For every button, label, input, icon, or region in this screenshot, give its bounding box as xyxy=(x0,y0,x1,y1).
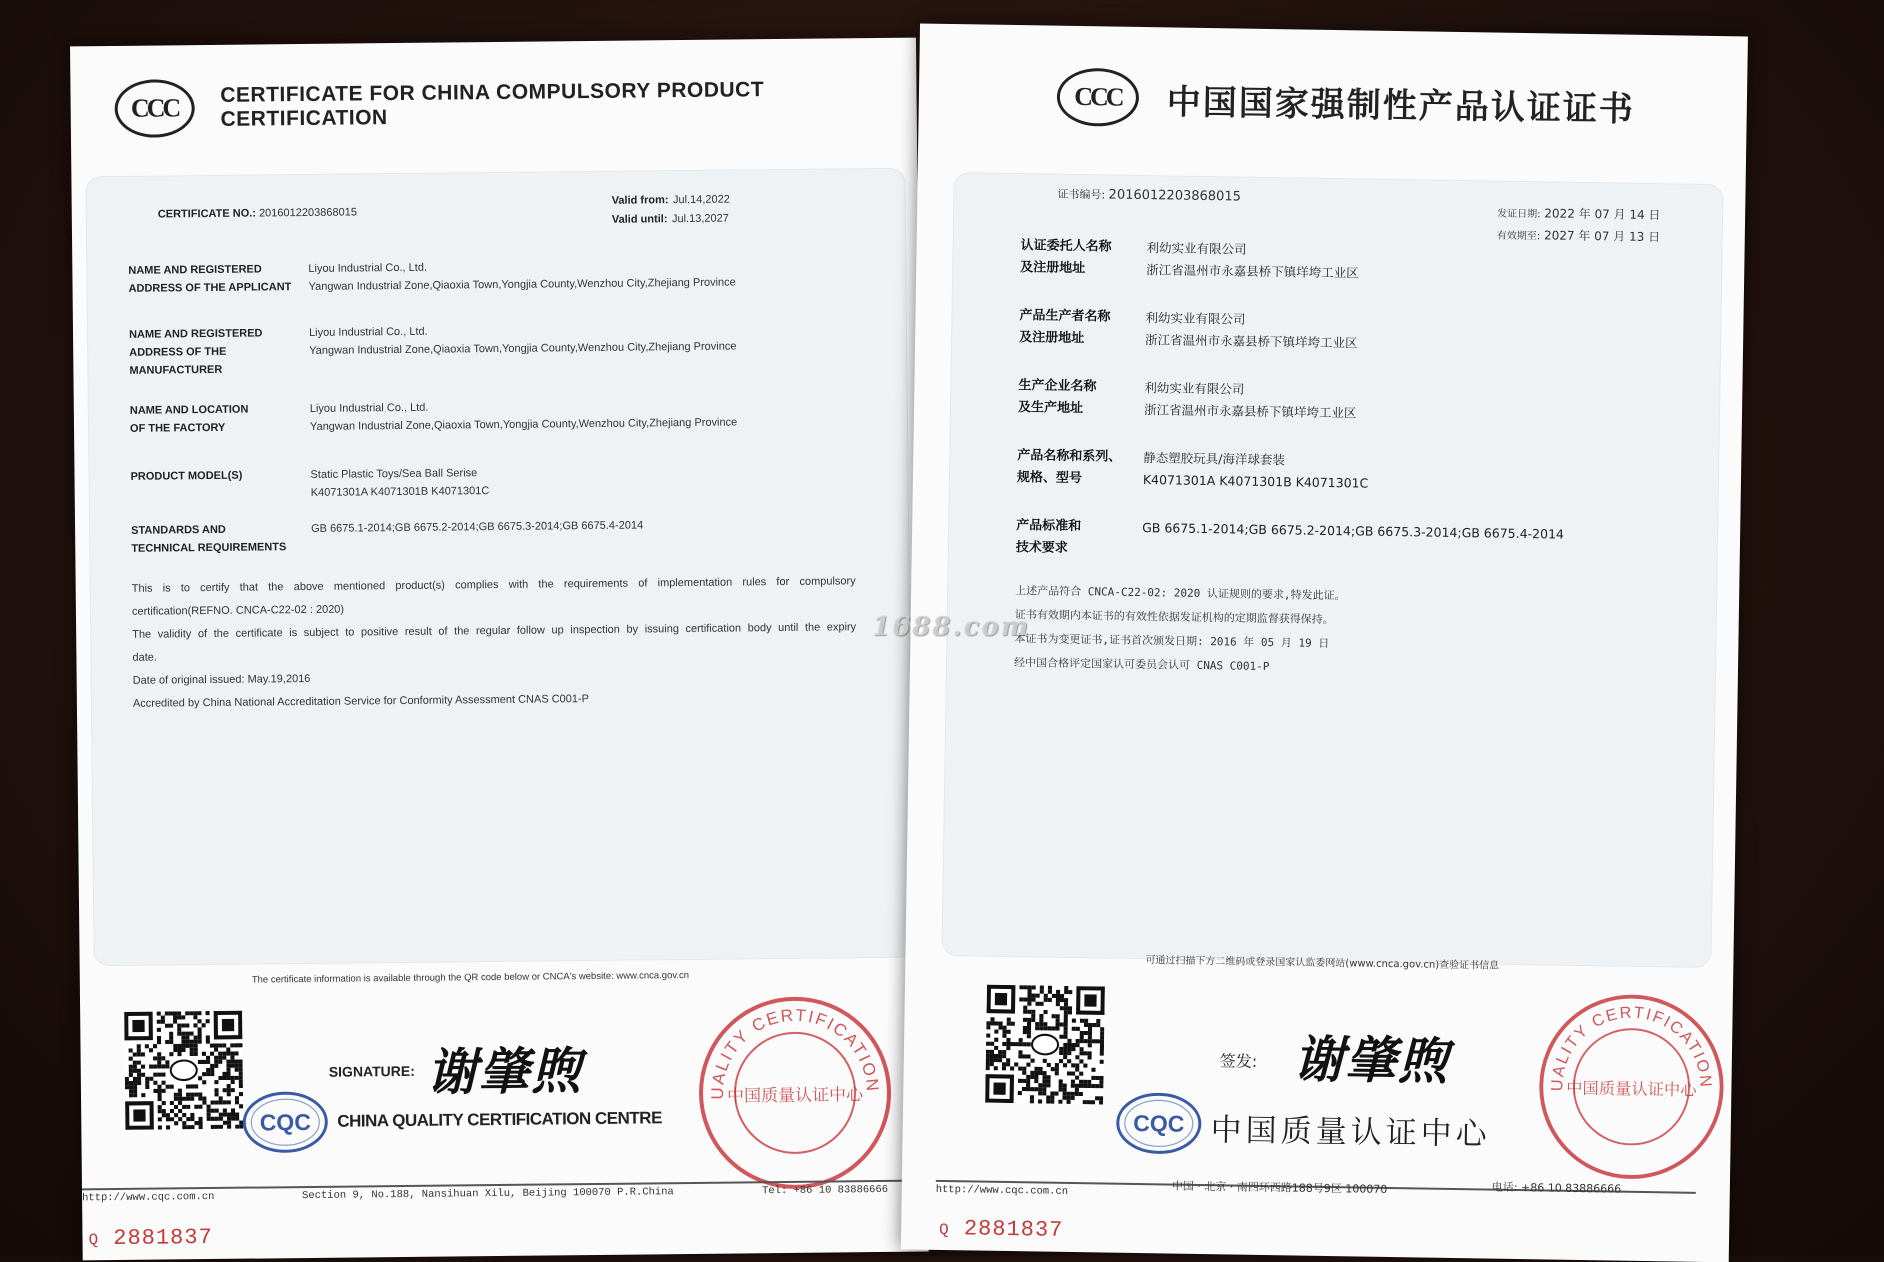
certification-statement xyxy=(132,570,857,716)
footer-url: http://www.cqc.com.cn xyxy=(935,1183,1069,1198)
qr-code-icon xyxy=(985,985,1105,1105)
certificate-english xyxy=(70,38,929,1261)
footer-tel: 电话: +86 10 83886666 xyxy=(1491,1180,1622,1196)
stamp-inner-text: 中国质量认证中心 xyxy=(726,1085,864,1107)
expiry-date-label: 有效期至: xyxy=(1496,230,1541,243)
label-line: STANDARDS AND xyxy=(131,523,226,537)
label-line: ADDRESS OF THE xyxy=(129,345,227,359)
label-line: ADDRESS OF THE APPLICANT xyxy=(128,281,292,295)
cert-no-value: 2016012203868015 xyxy=(258,206,357,220)
factory-label xyxy=(130,400,300,438)
cqc-logo-text: CQC xyxy=(259,1108,311,1136)
label-line: MANUFACTURER xyxy=(129,363,223,377)
certificate-panel xyxy=(941,172,1723,968)
signature-label: 签发: xyxy=(1219,1051,1258,1071)
factory-label xyxy=(1018,375,1149,421)
serial-prefix: Q xyxy=(938,1220,950,1240)
label-line: TECHNICAL REQUIREMENTS xyxy=(131,541,287,555)
label-line: 生产企业名称 xyxy=(1018,378,1097,395)
certificate-chinese xyxy=(901,23,1748,1262)
value-line: 利幼实业有限公司 xyxy=(1146,240,1247,257)
manufacturer-label xyxy=(129,324,300,380)
serial-number xyxy=(939,1216,1064,1243)
cert-no-value: 2016012203868015 xyxy=(1108,187,1242,205)
expiry-date-value: 2027 年 07 月 13 日 xyxy=(1543,228,1661,245)
site-watermark: 1688.com xyxy=(872,612,1031,642)
footer-url: http://www.cqc.com.cn xyxy=(82,1190,215,1205)
footer-address: Section 9, No.188, Nansihuan Xilu, Beijing 100070 P.R.China xyxy=(302,1186,674,1203)
header xyxy=(114,72,917,138)
footer-address: 中国 · 北京 · 南四环西路188号9区 100070 xyxy=(1171,1179,1388,1196)
valid-from-value: Jul.14,2022 xyxy=(672,193,730,207)
standards-label xyxy=(131,520,301,558)
statement-line: certification(REFNO. CNCA-C22-02 : 2020) xyxy=(131,603,345,618)
serial-prefix: Q xyxy=(88,1231,100,1250)
qr-note: 可通过扫描下方二维码或登录国家认监委网站(www.cnca.gov.cn)查验证书信息 xyxy=(1145,955,1500,972)
standards-label xyxy=(1016,515,1147,561)
product-model-label xyxy=(1017,445,1148,491)
label-line: 及注册地址 xyxy=(1020,260,1086,277)
value-line: 利幼实业有限公司 xyxy=(1145,310,1246,327)
label-line: 规格、型号 xyxy=(1016,470,1083,487)
certificate-title: 中国国家强制性产品认证证书 xyxy=(1166,81,1636,130)
value-line: 浙江省温州市永嘉县桥下镇垟垮工业区 xyxy=(1143,402,1357,421)
applicant-value xyxy=(308,254,868,296)
statement-line: 经中国合格评定国家认可委员会认可 CNAS C001-P xyxy=(1013,656,1270,674)
org-name: CHINA QUALITY CERTIFICATION CENTRE xyxy=(337,1108,662,1131)
value-line: Static Plastic Toys/Sea Ball Serise xyxy=(310,467,478,481)
serial-value: 2881837 xyxy=(963,1216,1064,1243)
signature: 谢肇煦 xyxy=(1293,1029,1451,1091)
label-line: 及注册地址 xyxy=(1019,330,1085,347)
value-line: GB 6675.1-2014;GB 6675.2-2014;GB 6675.3-2014;GB 6675.4-2014 xyxy=(1142,520,1565,542)
statement-line: 上述产品符合 CNCA-C22-02: 2020 认证规则的要求,特发此证。 xyxy=(1015,584,1346,603)
official-stamp xyxy=(696,994,894,1197)
cqc-logo-icon xyxy=(1114,1091,1203,1156)
svg-text:CHINA QUALITY CERTIFICATION CE xyxy=(1536,991,1716,1093)
cert-no-label: CERTIFICATE NO.: xyxy=(157,207,257,221)
applicant-value xyxy=(1146,237,1667,289)
certificate-title: CERTIFICATE FOR CHINA COMPULSORY PRODUCT CERTIFICATION xyxy=(220,78,765,131)
applicant-label xyxy=(128,260,298,298)
cqc-logo-text: CQC xyxy=(1133,1109,1185,1137)
value-line: K4071301A K4071301B K4071301C xyxy=(310,485,490,499)
label-line: 产品生产者名称 xyxy=(1019,308,1111,325)
label-line: 产品名称和系列、 xyxy=(1017,448,1122,465)
stamp-icon xyxy=(1536,991,1727,1182)
stamp-outer-text: QUALITY CERTIFICATION xyxy=(707,1005,883,1100)
stamp-icon xyxy=(696,994,894,1192)
value-line: 浙江省温州市永嘉县桥下镇垟垮工业区 xyxy=(1146,262,1359,281)
stamp-inner-text: 中国质量认证中心 xyxy=(1566,1078,1697,1100)
value-line: Yangwan Industrial Zone,Qiaoxia Town,Yongjia County,Wenzhou City,Zhejiang Province xyxy=(309,340,737,357)
label-line: NAME AND REGISTERED xyxy=(128,263,262,277)
valid-until-value: Jul.13,2027 xyxy=(671,212,729,226)
value-line: Liyou Industrial Co., Ltd. xyxy=(308,261,428,275)
validity-block xyxy=(612,190,731,229)
cert-no-label: 证书编号: xyxy=(1057,187,1106,202)
value-line: K4071301A K4071301B K4071301C xyxy=(1142,472,1369,491)
label-line: 及生产地址 xyxy=(1017,400,1084,417)
label-line: PRODUCT MODEL(S) xyxy=(130,469,243,483)
value-line: 浙江省温州市永嘉县桥下镇垟垮工业区 xyxy=(1144,332,1358,351)
serial-number xyxy=(88,1225,212,1251)
product-model-label xyxy=(130,466,300,486)
stamp-outer-text: QUALITY CERTIFICATION xyxy=(1548,1003,1715,1092)
valid-from-label: Valid from: xyxy=(611,194,669,207)
valid-until-label: Valid until: xyxy=(611,213,668,226)
certification-statement xyxy=(1014,579,1615,684)
footer-tel: Tel: +86 10 83886666 xyxy=(761,1183,889,1198)
value-line: GB 6675.1-2014;GB 6675.2-2014;GB 6675.3-2014;GB 6675.4-2014 xyxy=(311,519,644,535)
statement-line: 证书有效期内本证书的有效性依据发证机构的定期监督获得保持。 xyxy=(1014,608,1334,627)
product-model-value xyxy=(310,460,870,502)
issue-date-label: 发证日期: xyxy=(1497,208,1541,221)
value-line: Yangwan Industrial Zone,Qiaoxia Town,Yongjia County,Wenzhou City,Zhejiang Province xyxy=(308,276,736,293)
cert-no-row xyxy=(1057,186,1241,205)
value-line: Liyou Industrial Co., Ltd. xyxy=(308,325,428,339)
value-line: 静态塑胶玩具/海洋球套装 xyxy=(1143,450,1286,468)
statement-line: The validity of the certificate is subject to positive result of the regular follow up inspection by issuing certification body until the expiry xyxy=(132,621,857,641)
official-stamp xyxy=(1536,991,1727,1187)
ccc-logo-icon: CCC xyxy=(1056,68,1139,127)
value-line: Yangwan Industrial Zone,Qiaoxia Town,Yongjia County,Wenzhou City,Zhejiang Province xyxy=(309,416,738,433)
signature: 谢肇煦 xyxy=(426,1041,584,1102)
factory-value xyxy=(1144,377,1665,429)
serial-value: 2881837 xyxy=(113,1225,213,1252)
value-line: Liyou Industrial Co., Ltd. xyxy=(309,401,429,415)
label-line: OF THE FACTORY xyxy=(129,421,226,435)
qr-code[interactable] xyxy=(985,985,1105,1105)
cqc-logo xyxy=(241,1090,330,1160)
header xyxy=(1056,68,1635,135)
cqc-logo-icon xyxy=(241,1090,330,1155)
statement-line: date. xyxy=(132,651,157,664)
statement-line: 本证书为变更证书,证书首次颁发日期: 2016 年 05 月 19 日 xyxy=(1014,632,1330,651)
label-line: 产品标准和 xyxy=(1016,518,1082,535)
cert-no-row xyxy=(158,203,357,223)
signature-label: SIGNATURE: xyxy=(328,1062,415,1080)
qr-note: The certificate information is available through the QR code below or CNCA's website: www.cnca.gov.cn xyxy=(251,969,690,986)
label-line: NAME AND REGISTERED xyxy=(128,327,263,341)
qr-code-icon xyxy=(124,1011,243,1130)
statement-line: This is to certify that the above mentioned product(s) complies with the requirements of implementation rules for compulsory xyxy=(131,575,856,595)
issue-date-value: 2022 年 07 月 14 日 xyxy=(1544,206,1661,223)
label-line: 认证委托人名称 xyxy=(1020,238,1112,255)
manufacturer-value xyxy=(309,318,869,360)
product-model-value xyxy=(1143,447,1664,499)
applicant-label xyxy=(1020,235,1151,281)
manufacturer-value xyxy=(1145,307,1666,359)
statement-line: Accredited by China National Accreditation Service for Conformity Assessment CNAS C001-P xyxy=(132,693,590,710)
statement-line: Date of original issued: May.19,2016 xyxy=(132,672,311,687)
ccc-logo-icon: CCC xyxy=(114,79,194,138)
label-line: 技术要求 xyxy=(1015,540,1068,556)
manufacturer-label xyxy=(1019,305,1150,351)
org-name: 中国质量认证中心 xyxy=(1210,1112,1491,1153)
label-line: NAME AND LOCATION xyxy=(129,403,249,417)
cqc-logo xyxy=(1114,1091,1203,1161)
factory-value xyxy=(310,394,870,436)
qr-code[interactable] xyxy=(124,1011,243,1130)
value-line: 利幼实业有限公司 xyxy=(1144,380,1245,397)
